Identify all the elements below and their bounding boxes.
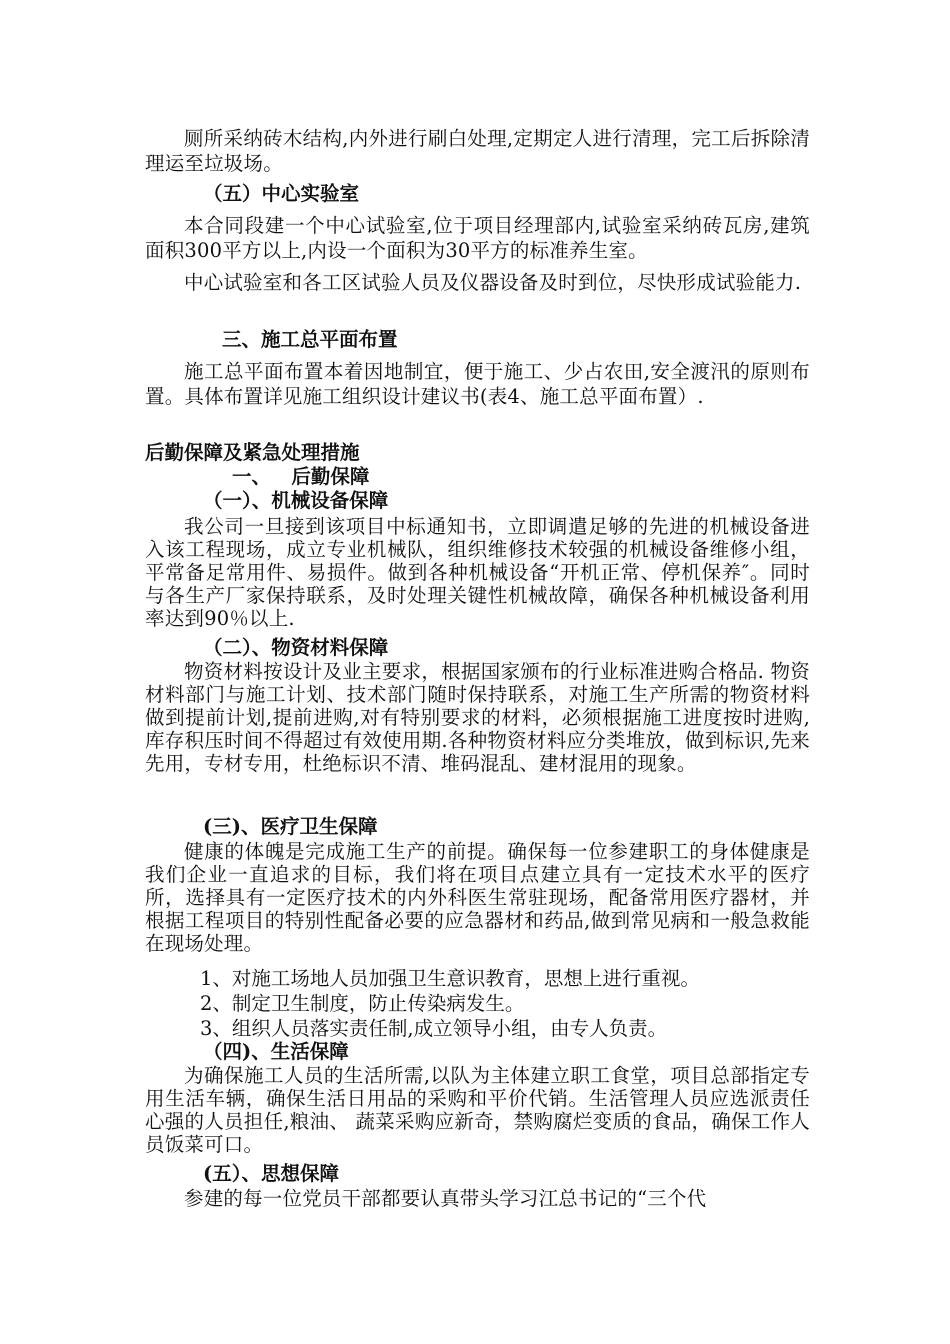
- heading-machinery: （一）、机械设备保障: [203, 489, 389, 512]
- paragraph-site-layout: 施工总平面布置本着因地制宜，便于施工、少占农田,安全渡汛的原则布置。具体布置详见施工组织设计建议书(表4、施工总平面布置）.: [145, 360, 810, 408]
- paragraph-toilet: 厕所采纳砖木结构,内外进行刷白处理,定期定人进行清理，完工后拆除清理运至垃圾场。: [145, 127, 810, 175]
- paragraph-living: 为确保施工人员的生活所需,以队为主体建立职工食堂，项目总部指定专用生活车辆，确保生活日用品的采购和平价代销。生活管理人员应选派责任心强的人员担任,粮油、 蔬菜采购应新奇，禁购腐烂变质的食品，确保工作人员饭菜可口。: [145, 1064, 810, 1156]
- heading-logistics: 一、 后勤保障: [232, 465, 370, 488]
- paragraph-lab-staff: 中心试验室和各工区试验人员及仪器设备及时到位，尽快形成试验能力.: [184, 271, 802, 294]
- heading-medical: (三)、医疗卫生保障: [203, 815, 378, 838]
- list-item: 3、组织人员落实责任制,成立领导小组，由专人负责。: [200, 1017, 668, 1040]
- paragraph-materials: 物资材料按设计及业主要求，根据国家颁布的行业标准进购合格品. 物资材料部门与施工计划、技术部门随时保持联系，对施工生产所需的物资材料做到提前计划,提前进购,对有特别要求的材料，必须根据施工进度按时进购,库存积压时间不得超过有效使用期.各种物资材料应分类堆放，做到标识,先来先用，专材专用，杜绝标识不清、堆码混乱、建材混用的现象。: [145, 660, 810, 775]
- paragraph-ideology: 参建的每一位党员干部都要认真带头学习江总书记的“三个代: [184, 1187, 707, 1210]
- paragraph-lab-building: 本合同段建一个中心试验室,位于项目经理部内,试验室采纳砖瓦房,建筑面积300平方以上,内设一个面积为30平方的标准养生室。: [145, 214, 810, 262]
- heading-ideology: (五）、思想保障: [203, 1162, 339, 1185]
- paragraph-medical: 健康的体魄是完成施工生产的前提。确保每一位参建职工的身体健康是我们企业一直追求的目标，我们将在项目点建立具有一定技术水平的医疗所，选择具有一定医疗技术的内外科医生常驻现场，配备常用医疗器材，并根据工程项目的特别性配备必要的应急器材和药品,做到常见病和一般急救能在现场处理。: [145, 840, 810, 955]
- list-item: 1、对施工场地人员加强卫生意识教育，思想上进行重视。: [200, 967, 700, 990]
- heading-central-lab: （五）中心实验室: [203, 182, 360, 205]
- heading-living: （四)、生活保障: [203, 1040, 349, 1063]
- list-item: 2、制定卫生制度，防止传染病发生。: [200, 992, 525, 1015]
- paragraph-machinery: 我公司一旦接到该项目中标通知书，立即调遣足够的先进的机械设备进入该工程现场，成立专业机械队，组织维修技术较强的机械设备维修小组，平常备足常用件、易损件。做到各种机械设备“开机正常、停机保养″。同时与各生产厂家保持联系，及时处理关键性机械故障，确保各种机械设备利用率达到90％以上.: [145, 515, 810, 630]
- heading-logistics-emergency: 后勤保障及紧急处理措施: [145, 441, 360, 464]
- heading-materials: （二）、物资材料保障: [203, 636, 389, 659]
- heading-site-layout: 三、施工总平面布置: [222, 328, 398, 351]
